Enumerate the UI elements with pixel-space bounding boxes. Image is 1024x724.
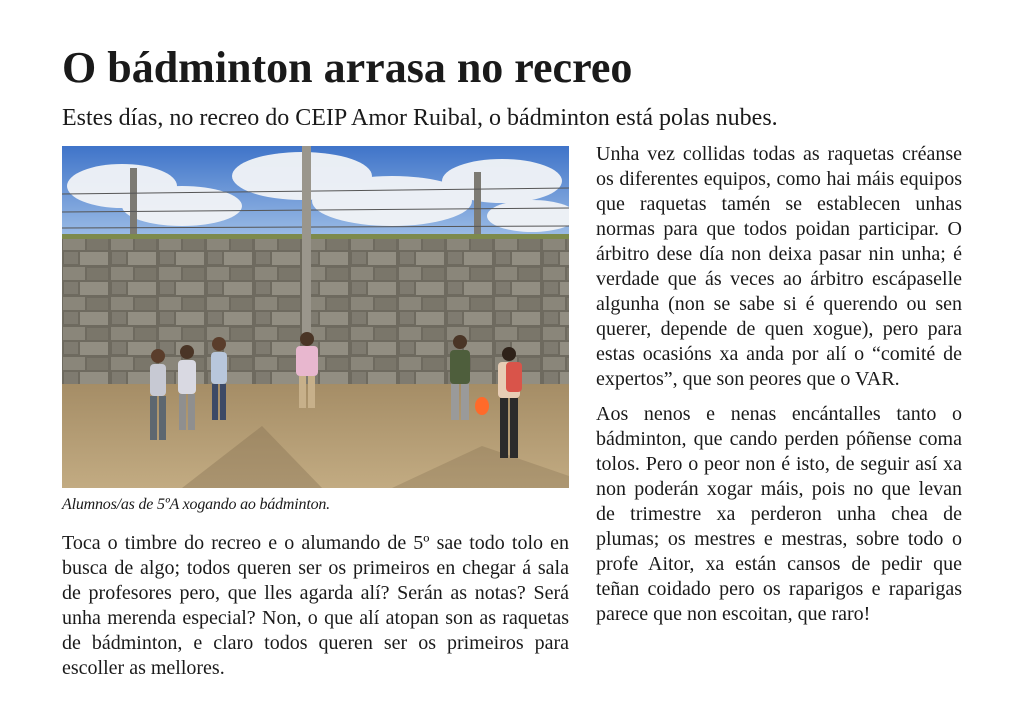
photo-caption: Alumnos/as de 5ºA xogando ao bádminton. [62, 496, 330, 513]
article-paragraph-3: Aos nenos e nenas encántalles tanto o bádminton, que cando perden póñense coma tolos. Pero o peor non é isto, de seguir así xa non poderán xogar máis, pois no que levan de trimestre xa perderon unha chea de plumas; os mestres e mestras, sobre todo o profe Aitor, xa están cansos de pedir que teñan coidado pero os raparigos e raparigas parece que non escoitan, que raro! [596, 403, 962, 625]
article-title: O bádminton arrasa no recreo [62, 43, 633, 92]
right-column [596, 142, 962, 627]
article-paragraph-1: Toca o timbre do recreo e o alumando de 5º sae todo tolo en busca de algo; todos queren ser os primeiros en chegar á sala de profesores pero, que lles agarda alí? Serán as notas? Será unha merenda especial? Non, o que alí atopan son as raquetas de bádminton, e claro todos queren ser os primeiros para escoller as mellores. [62, 532, 569, 679]
article-photo [62, 146, 569, 488]
pole [302, 146, 311, 336]
article-subtitle: Estes días, no recreo do CEIP Amor Ruibal, o bádminton está polas nubes. [62, 105, 778, 131]
article-paragraph-2: Unha vez collidas todas as raquetas créanse os diferentes equipos, como hai máis equipos que raquetas tamén se establecen unhas normas para que todos poidan participar. O árbitro dese día non deixa pasar nin unha; é verdade que ás veces ao árbitro escápaselle algunha (non se sabe si é querendo ou sen querer, depende de quen xogue), pero para estas ocasións xa anda por alí o “comité de expertos”, que son peores que o VAR. [596, 143, 962, 390]
